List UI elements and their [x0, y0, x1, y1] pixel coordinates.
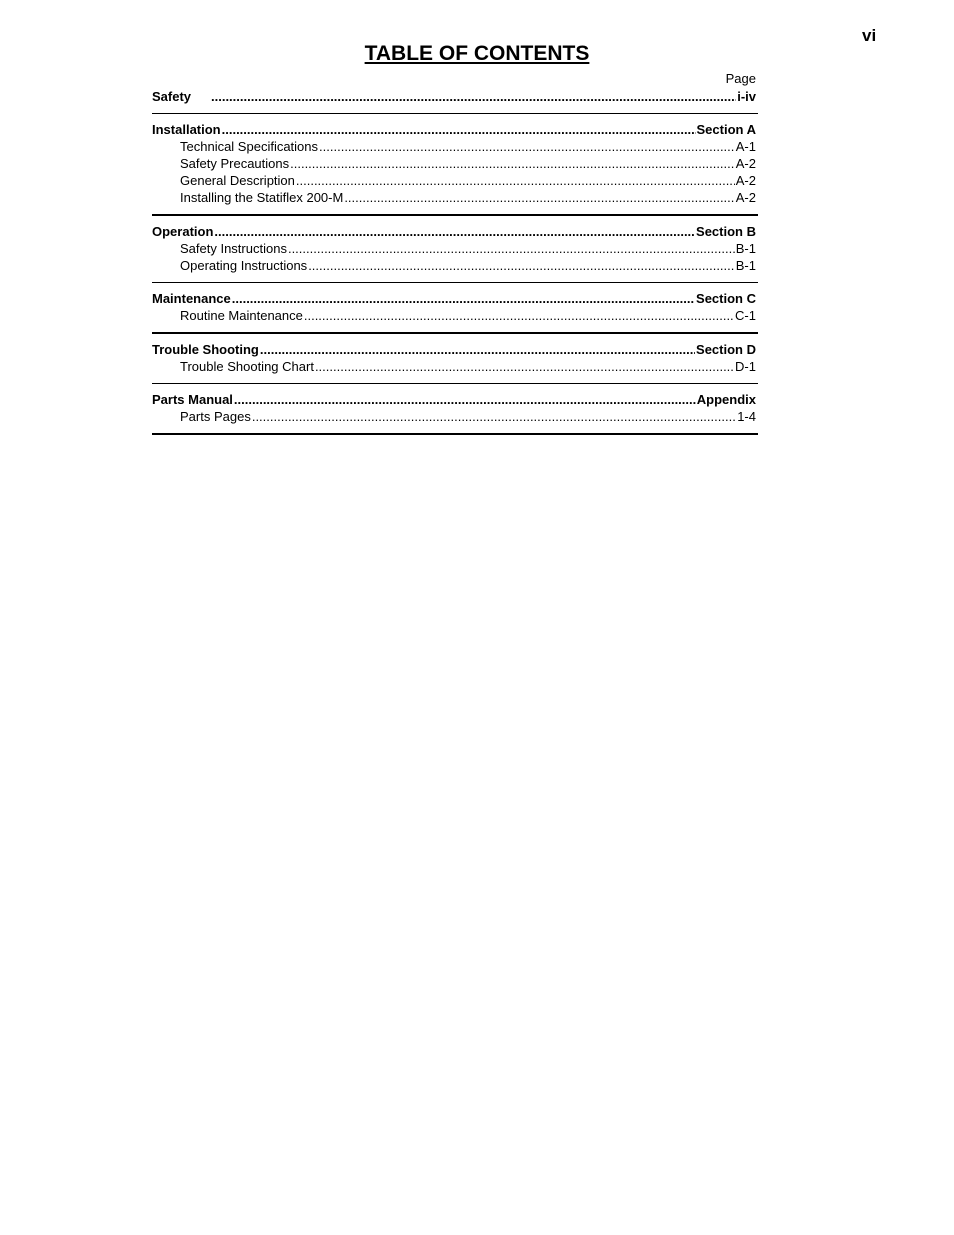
toc-group-trouble-shooting: [152, 341, 758, 375]
toc-entry-installation[interactable]: [152, 121, 758, 138]
toc-group-installation: [152, 121, 758, 206]
dot-leader: [232, 290, 695, 307]
toc-subentry-page: C-1: [735, 308, 756, 323]
dot-leader: [296, 172, 735, 189]
toc-entry-maintenance[interactable]: [152, 290, 758, 307]
toc-group-maintenance: [152, 290, 758, 324]
toc-subentry-trouble-shooting-chart[interactable]: [152, 358, 758, 375]
toc-entry-label: Safety: [152, 89, 192, 104]
toc-subentry-page: A-2: [735, 156, 756, 171]
dot-leader: [290, 155, 735, 172]
section-divider: [152, 332, 758, 334]
toc-subentry-label: Safety Instructions: [180, 241, 287, 256]
toc-entry-label: Operation: [152, 224, 214, 239]
dot-leader: [315, 358, 734, 375]
toc-entry-page: i-iv: [737, 89, 756, 104]
toc-subentry-general-description[interactable]: [152, 172, 758, 189]
toc-bottom-rule: [152, 433, 758, 435]
page-column-header: Page: [725, 71, 756, 86]
toc-subentry-page: A-1: [735, 139, 756, 154]
section-divider: [152, 282, 758, 283]
toc-subentry-label: Safety Precautions: [180, 156, 290, 171]
dot-leader: [304, 307, 734, 324]
dot-leader: [211, 88, 736, 105]
toc-subentry-routine-maintenance[interactable]: [152, 307, 758, 324]
toc-entry-safety[interactable]: [152, 88, 758, 105]
toc-subentry-safety-precautions[interactable]: [152, 155, 758, 172]
toc-entry-page: Section A: [696, 122, 756, 137]
toc-entry-label: Installation: [152, 122, 221, 137]
toc-entry-label: Trouble Shooting: [152, 342, 259, 357]
page-number: vi: [862, 26, 877, 45]
section-divider: [152, 214, 758, 216]
section-divider: [152, 113, 758, 114]
dot-leader: [260, 341, 695, 358]
dot-leader: [222, 121, 696, 138]
section-divider: [152, 383, 758, 384]
toc-subentry-page: A-2: [735, 173, 756, 188]
toc-entry-page: Section D: [696, 342, 756, 357]
toc-subentry-label: General Description: [180, 173, 295, 188]
page-title: TABLE OF CONTENTS: [364, 42, 590, 65]
toc-subentry-label: Installing the Statiflex 200-M: [180, 190, 344, 205]
toc-entry-trouble-shooting[interactable]: [152, 341, 758, 358]
toc-subentry-label: Technical Specifications: [180, 139, 319, 154]
dot-leader: [234, 391, 696, 408]
dot-leader: [344, 189, 734, 206]
dot-leader: [214, 223, 695, 240]
toc-entry-label: Maintenance: [152, 291, 231, 306]
toc-subentry-parts-pages[interactable]: [152, 408, 758, 425]
dot-leader: [288, 240, 735, 257]
toc-subentry-safety-instructions[interactable]: [152, 240, 758, 257]
toc-subentry-operating-instructions[interactable]: [152, 257, 758, 274]
toc-subentry-page: B-1: [735, 258, 756, 273]
toc-subentry-page: B-1: [735, 241, 756, 256]
toc-subentry-page: A-2: [735, 190, 756, 205]
toc-subentry-installing[interactable]: [152, 189, 758, 206]
dot-leader: [319, 138, 735, 155]
toc-entry-page: Section C: [696, 291, 756, 306]
toc-subentry-label: Operating Instructions: [180, 258, 308, 273]
toc-entry-page: Appendix: [696, 392, 756, 407]
toc-subentry-label: Parts Pages: [180, 409, 251, 424]
dot-leader: [308, 257, 735, 274]
toc-subentry-page: D-1: [735, 359, 756, 374]
toc-subentry-label: Routine Maintenance: [180, 308, 303, 323]
toc-entry-parts-manual[interactable]: [152, 391, 758, 408]
dot-leader: [252, 408, 736, 425]
toc-entry-label: Parts Manual: [152, 392, 233, 407]
toc-subentry-label: Trouble Shooting Chart: [180, 359, 314, 374]
toc-subentry-page: 1-4: [737, 409, 756, 424]
toc-group-operation: [152, 223, 758, 274]
toc-group-parts-manual: [152, 391, 758, 425]
toc-subentry-technical-specifications[interactable]: [152, 138, 758, 155]
toc-entry-operation[interactable]: [152, 223, 758, 240]
table-of-contents: [152, 70, 758, 442]
toc-entry-page: Section B: [696, 224, 756, 239]
